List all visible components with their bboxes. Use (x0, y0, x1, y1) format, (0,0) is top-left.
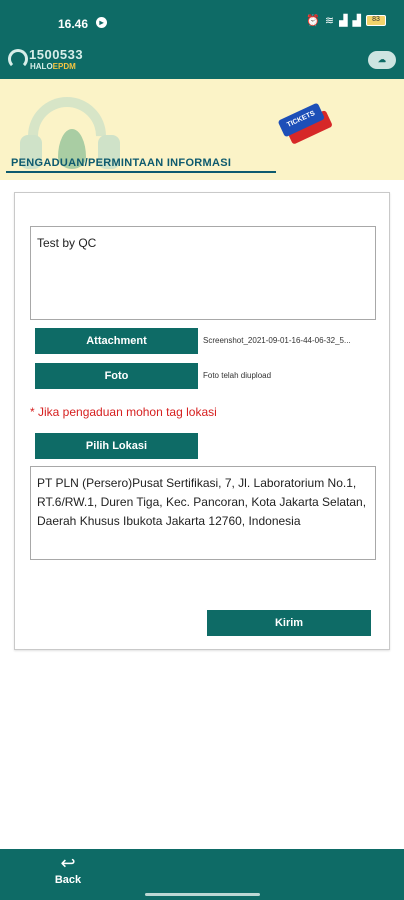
back-label: Back (54, 874, 82, 886)
tickets-icon: TICKETS (278, 100, 337, 150)
address-textarea[interactable]: PT PLN (Persero)Pusat Sertifikasi, 7, Jl. Laboratorium No.1, RT.6/RW.1, Duren Tiga, Kec. Pancoran, Kota Jakarta Selatan, Daerah Khusus Ibukota Jakarta 12760, Indonesia (30, 466, 376, 560)
page-banner (0, 79, 404, 180)
location-warning: * Jika pengaduan mohon tag lokasi (30, 405, 217, 419)
page-title: PENGADUAN/PERMINTAAN INFORMASI (11, 157, 232, 169)
status-icons (306, 14, 386, 27)
submit-button[interactable]: Kirim (207, 610, 371, 636)
cloud-icon[interactable]: ☁ (368, 51, 396, 69)
home-indicator[interactable] (145, 893, 260, 896)
message-textarea[interactable]: Test by QC (30, 226, 376, 320)
back-button[interactable] (50, 853, 86, 893)
logo-number: 1500533 (29, 47, 84, 62)
signal-icon: ▟ (339, 15, 348, 27)
pick-location-button[interactable]: Pilih Lokasi (35, 433, 198, 459)
battery-icon: 83 (366, 15, 386, 26)
status-bar (0, 0, 404, 42)
attachment-filename: Screenshot_2021-09-01-16-44-06-32_5... (203, 336, 351, 345)
photo-status: Foto telah diupload (203, 371, 272, 380)
back-arrow-icon: ↩ (60, 853, 76, 873)
app-bar (0, 42, 404, 79)
photo-button[interactable]: Foto (35, 363, 198, 389)
status-time: 16.46 (58, 17, 89, 31)
wifi-icon: ≋ (324, 15, 335, 27)
title-underline (6, 171, 276, 173)
notification-icon: ▸ (96, 17, 107, 28)
attachment-button[interactable]: Attachment (35, 328, 198, 354)
app-logo (8, 46, 88, 76)
logo-subtitle: HALOEPDM (30, 62, 76, 71)
headset-icon (8, 49, 28, 69)
alarm-icon: ⏰ (306, 15, 320, 27)
signal-icon-2: ▟ (352, 15, 361, 27)
